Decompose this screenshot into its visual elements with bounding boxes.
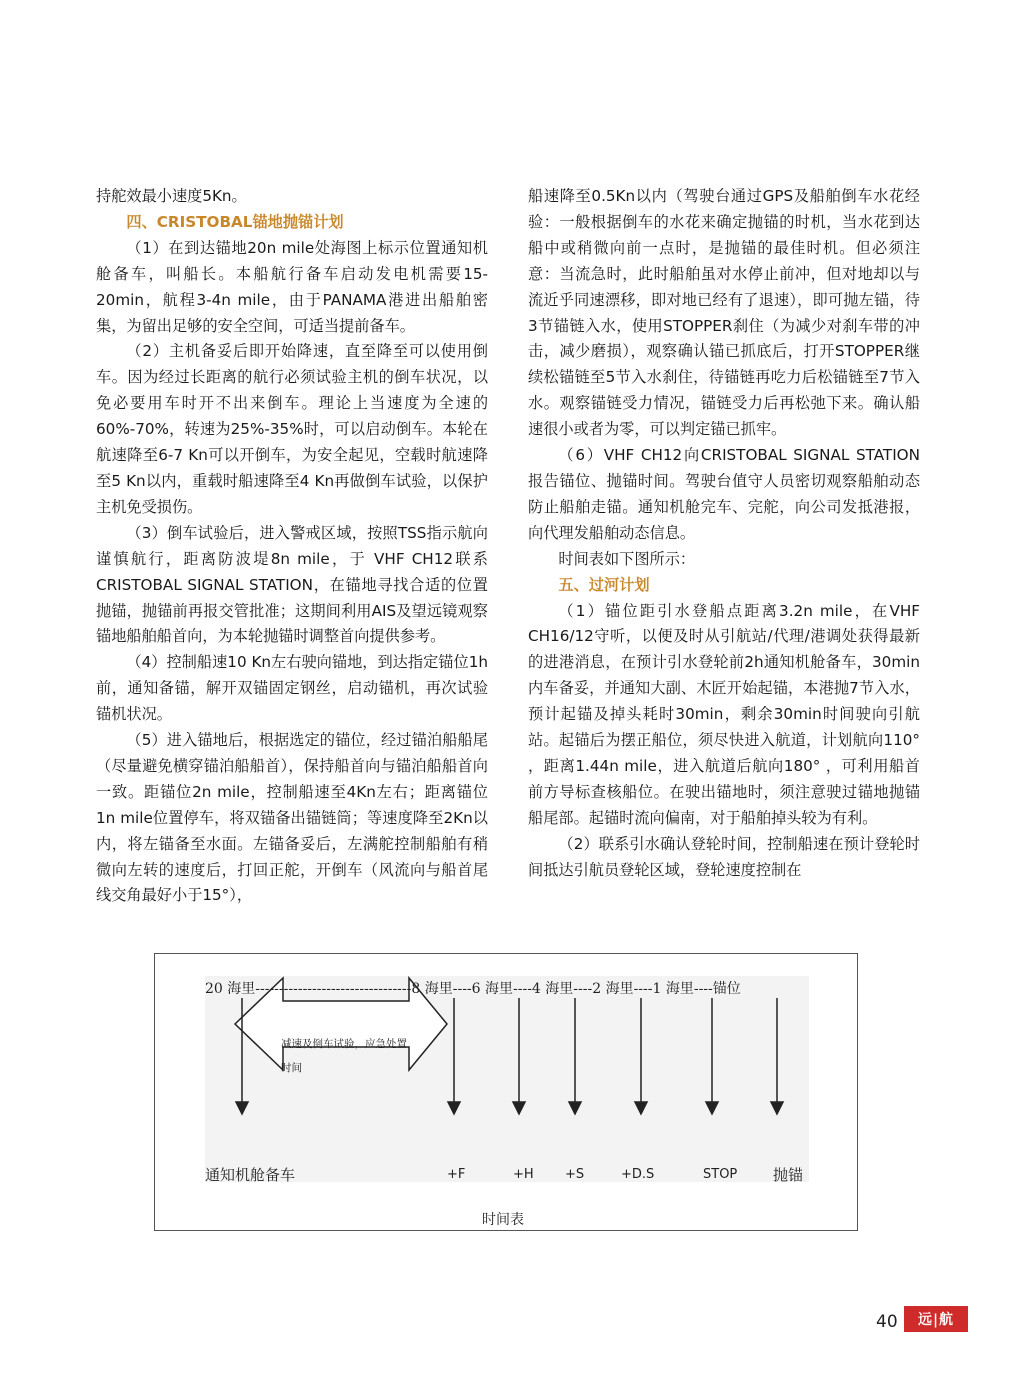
- section-heading: 五、过河计划: [558, 575, 650, 594]
- arrowhead-4nm: [569, 1102, 581, 1114]
- paragraph: 时间表如下图所示：: [558, 549, 696, 568]
- label-stop: STOP: [703, 1167, 738, 1182]
- label-slow-ahead: +S: [565, 1167, 585, 1182]
- paragraph: （1）在到达锚地20n mile处海图上标示位置通知机舱备车，叫船长。本船航行备车启动发电机需要15-20min，航程3-4n mile，由于PANAMA港进出船舶密集，为留出足够的安全空间，可适当提前备车。: [96, 238, 488, 335]
- arrowhead-20nm: [236, 1102, 248, 1114]
- paragraph: （1）锚位距引水登船点距离3.2n mile，在VHF CH16/12守听，以便及时从引航站/代理/港调处获得最新的进港消息，在预计引水登轮前2h通知机舱备车，30min内车备妥，并通知大副、木匠开始起锚，本港抛7节入水，预计起锚及掉头耗时30min，剩余30min时间驶向引航站。起锚后为摆正船位，须尽快进入航道，计划航向110° ，距离1.44n mile，进入航道后航向180° ，可利用船首前方导标查核船位。在驶出锚地时，须注意驶过锚地抛锚船尾部。起锚时流向偏南，对于船舶掉头较为有利。: [528, 601, 920, 827]
- label-notify-engine: 通知机舱备车: [205, 1166, 296, 1184]
- arrow-label-line2: 时间: [281, 1062, 302, 1074]
- arrow-label-line1: 减速及倒车试验，应急处置: [281, 1038, 407, 1050]
- paragraph: （2）联系引水确认登轮时间，控制船速在预计登轮时间抵达引航员登轮区域，登轮速度控制在: [528, 834, 920, 879]
- page-number: 40: [876, 1312, 898, 1332]
- right-column: [528, 184, 920, 883]
- arrowhead-1nm: [706, 1102, 718, 1114]
- paragraph: 持舵效最小速度5Kn。: [96, 187, 247, 205]
- label-dead-slow: +D.S: [621, 1167, 655, 1182]
- arrowhead-2nm: [635, 1102, 647, 1114]
- paragraph: 船速降至0.5Kn以内（驾驶台通过GPS及船舶倒车水花经验：一般根据倒车的水花来确定抛锚的时机，当水花到达船中或稍微向前一点时，是抛锚的最佳时机。但必须注意：当流急时，此时船舶虽对水停止前冲，但对地却以与流近乎同速漂移，即对地已经有了退速），即可抛左锚，待3节锚链入水，使用STOPPER刹住（为减少对刹车带的冲击，减少磨损），观察确认锚已抓底后，打开STOPPER继续松锚链至5节入水刹住，待锚链再吃力后松锚链至7节入水。观察锚链受力情况，锚链受力后再松弛下来。确认船速很小或者为零，可以判定锚已抓牢。: [528, 187, 920, 439]
- label-drop-anchor: 抛锚: [773, 1166, 804, 1184]
- paragraph: （5）进入锚地后，根据选定的锚位，经过锚泊船船尾（尽量避免横穿锚泊船船首），保持船首向与锚泊船船首向一致。距锚位2n mile，控制船速至4Kn左右；距离锚位1n mile位置停车，将双锚备出锚链筒；等速度降至2Kn以内，将左锚备至水面。左锚备妥后，左满舵控制船舶有稍微向左转的速度后，打回正舵，开倒车（风流向与船首尾线交角最好小于15°），: [96, 731, 488, 905]
- paragraph: （3）倒车试验后，进入警戒区域，按照TSS指示航向谨慎航行，距离防波堤8n mile，于 VHF CH12联系CRISTOBAL SIGNAL STATION，在锚地寻找合适的位置抛锚，抛锚前再报交管批准；这期间利用AIS及望远镜观察锚地船舶船首向，为本轮抛锚时调整首向提供参考。: [96, 523, 488, 646]
- distance-scale-label: 20 海里---------------------------------8 海里----6 海里----4 海里----2 海里----1 海里----锚位: [205, 981, 741, 997]
- paragraph: （4）控制船速10 Kn左右驶向锚地，到达指定锚位1h前，通知备锚，解开双锚固定钢丝，启动锚机，再次试验锚机状况。: [96, 653, 488, 724]
- timeline-figure: [154, 953, 858, 1231]
- arrowhead-8nm: [448, 1102, 460, 1114]
- paragraph: （2）主机备妥后即开始降速，直至降至可以使用倒车。因为经过长距离的航行必须试验主机的倒车状况，以免必要用车时开不出来倒车。理论上当速度为全速的60%-70%，转速为25%-35%时，可以启动倒车。本轮在航速降至6-7 Kn可以开倒车，为安全起见，空载时航速降至5 Kn以内，重载时船速降至4 Kn再做倒车试验，以保护主机免受损伤。: [96, 342, 488, 516]
- section-heading: 四、CRISTOBAL锚地抛锚计划: [126, 212, 344, 231]
- label-full-ahead: +F: [447, 1167, 466, 1182]
- arrowhead-anchor: [771, 1102, 783, 1114]
- magazine-logo: 远|航: [904, 1306, 968, 1332]
- figure-caption: 时间表: [482, 1212, 524, 1228]
- arrowhead-6nm: [513, 1102, 525, 1114]
- paragraph: （6）VHF CH12向CRISTOBAL SIGNAL STATION报告锚位、抛锚时间。驾驶台值守人员密切观察船舶动态防止船舶走锚。通知机舱完车、完舵，向公司发抵港报，向代理发船舶动态信息。: [528, 446, 920, 542]
- left-column: [96, 184, 488, 909]
- label-half-ahead: +H: [513, 1167, 534, 1182]
